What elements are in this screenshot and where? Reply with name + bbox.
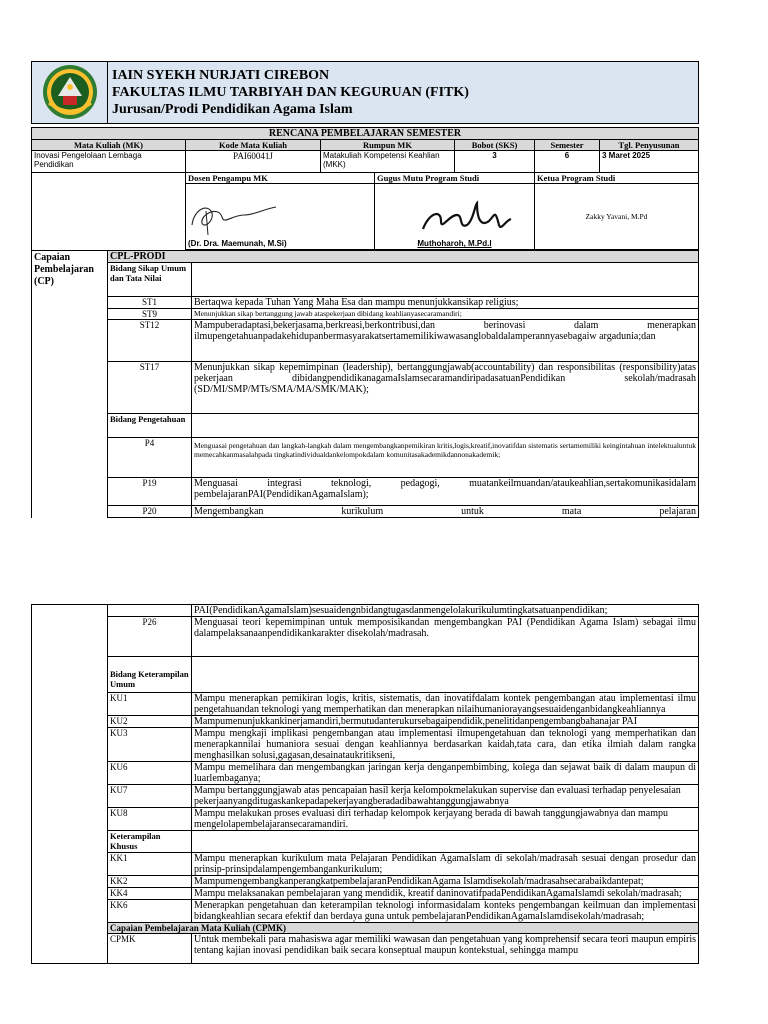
pengetahuan-code: P4: [108, 438, 192, 478]
sikap-text: Bertaqwa kepada Tuhan Yang Maha Esa dan mampu menunjukkansikap religius;: [192, 297, 699, 309]
page-1: [31, 61, 699, 518]
ku-code: KU6: [108, 762, 192, 785]
course-date: 3 Maret 2025: [600, 151, 699, 173]
cpl-prodi-label: CPL-PRODI: [108, 251, 699, 263]
faculty-name: FAKULTAS ILMU TARBIYAH DAN KEGURUAN (FITK): [112, 85, 469, 100]
course-code: PAI60041J: [186, 151, 321, 173]
label-bobot: Bobot (SKS): [455, 140, 535, 151]
ku-text: Mampu melakukan proses evaluasi diri terhadap kelompok kerjayang berada di bawah tanggungjawabnya dan mampu mengelolapembelajaransecaramandiri.: [192, 808, 699, 831]
label-gugus: Gugus Mutu Program Studi: [375, 173, 535, 184]
label-semester: Semester: [535, 140, 600, 151]
ku-text: Mampu mengkaji implikasi pengembangan atau implementasi ilmupengetahuan dan teknologi yang memperhatikan dan menerapkannilai humaniora sesuai dengan keahliannya berdasarkan kaidah,tata cara, dan etika ilmiah dalam rangka menghasilkan solusi,gagasan,desainataukritikseni,: [192, 728, 699, 762]
sikap-code: ST12: [108, 320, 192, 362]
iain-logo-icon: [41, 63, 99, 121]
label-rumpun: Rumpun MK: [321, 140, 455, 151]
dosen-name: (Dr. Dra. Maemunah, M.Si): [188, 239, 287, 248]
course-name: Inovasi Pengelolaan Lembaga Pendidikan: [32, 151, 186, 173]
sikap-text: Mampuberadaptasi,bekerjasama,berkreasi,berkontribusi,dan berinovasi dalam menerapkan ilmupengetahuanpadakehidupanbermasyarakatsertamemilikiwawasanglobaldalamperannyasebagaiw argadunia;dan: [192, 320, 699, 362]
page-2: [31, 604, 699, 964]
cpmk-label: Capaian Pembelajaran Mata Kuliah (CPMK): [108, 923, 699, 934]
kk-text: Mampu menerapkan kurikulum mata Pelajaran Pendidikan AgamaIslam di sekolah/madrasah sesuai dengan prosedur dan prinsip-prinsipdalampengembangankurikulum;: [192, 853, 699, 876]
header-table: [31, 61, 699, 124]
sikap-code: ST1: [108, 297, 192, 309]
rps-title: RENCANA PEMBELAJARAN SEMESTER: [32, 128, 699, 140]
kk-code: KK4: [108, 888, 192, 900]
sikap-text: Menunjukkan sikap bertanggung jawab ataspekerjaan dibidang keahlianyasecaramandiri;: [192, 309, 699, 320]
keterampilan-khusus-label: Keterampilan Khusus: [108, 831, 192, 853]
rps-table: [31, 127, 699, 250]
blank-cell: [32, 173, 186, 250]
pengetahuan-label: Bidang Pengetahuan: [108, 414, 192, 438]
course-rumpun: Matakuliah Kompetensi Keahlian (MKK): [321, 151, 455, 173]
ketua-name: Zakky Yavani, M.Pd: [585, 212, 648, 221]
course-semester: 6: [535, 151, 600, 173]
pengetahuan-text: Mengembangkan kurikulum untuk mata pelajaran: [192, 506, 699, 518]
ku-code: KU7: [108, 785, 192, 808]
ku-code: KU8: [108, 808, 192, 831]
kk-code: KK6: [108, 900, 192, 923]
ku-text: Mampu bertanggungjawab atas pencapaian hasil kerja kelompokmelakukan supervise dan evaluasi terhadap penyelesaian pekerjaanyangditugaskankepadapekerjayangberadadibawahtanggungjawabnya: [192, 785, 699, 808]
sikap-blank: [192, 263, 699, 297]
label-ketua: Ketua Program Studi: [535, 173, 699, 184]
signature-ketua: [535, 184, 699, 250]
label-kode: Kode Mata Kuliah: [186, 140, 321, 151]
kk-text: Menerapkan pengetahuan dan keterampilan teknologi informasidalam konteks pengembangan keilmuan dan implementasi bidangkeahlian secara efektif dan berdaya guna untuk pembelajaranPendidikanAgamaIslamdisekolah/madrasah;: [192, 900, 699, 923]
signature-dosen: [186, 184, 375, 250]
kk-blank: [192, 831, 699, 853]
sikap-label: Bidang Sikap Umum dan Tata Nilai: [108, 263, 192, 297]
pengetahuan-text: Menguasai teori kepemimpinan untuk memposisikandan mengembangkan PAI (Pendidikan Agama Islam) sebagai ilmu dalampelaksanaanpendidikankarakter disekolah/madrasah.: [192, 617, 699, 657]
p20-code-blank: [108, 605, 192, 617]
ku-text: Mampu menerapkan pemikiran logis, kritis, sistematis, dan inovatifdalam kontek pengembangan atau implementasi ilmu pengetahuandan teknologi yang memperhatikan dan menerapkan nilaihumaniorayangsesuaidenganbidangkeahliannya: [192, 693, 699, 716]
p20-text-continued: PAI(PendidikanAgamaIslam)sesuaidengnbidangtugasdanmengelolakurikulumtingkatsatuanpendidikan;: [192, 605, 699, 617]
cp-table-continued: [31, 604, 699, 964]
pengetahuan-text: Menguasai integrasi teknologi, pedagogi, muatankeilmuandan/ataukeahlian,sertakomunikasidalam pembelajaranPAI(PendidikanAgamaIslam);: [192, 478, 699, 506]
label-dosen: Dosen Pengampu MK: [186, 173, 375, 184]
cp-label-blank: [32, 605, 108, 964]
cpmk-code: CPMK: [108, 934, 192, 964]
pengetahuan-code: P20: [108, 506, 192, 518]
label-mata-kuliah: Mata Kuliah (MK): [32, 140, 186, 151]
kk-text: Mampu melaksanakan pembelajaran yang mendidik, kreatif daninovatifpadaPendidikanAgamaIslamdi sekolah/madrasah;: [192, 888, 699, 900]
pengetahuan-blank: [192, 414, 699, 438]
label-tgl: Tgl. Penyusunan: [600, 140, 699, 151]
signature-gugus: [375, 184, 535, 250]
ku-code: KU1: [108, 693, 192, 716]
sikap-text: Menunjukkan sikap kepemimpinan (leadership), bertanggungjawab(accountability) dan responsibilitas (responsibility)atas pekerjaan dibidangpendidikanagamaIslamsecaramandiripadasatuanPendidikan sekolah/madrasah (SD/MI/SMP/MTs/SMA/MA/SMK/MAK);: [192, 362, 699, 414]
program-name: Jurusan/Prodi Pendidikan Agama Islam: [112, 102, 353, 117]
ku-text: Mampu memelihara dan mengembangkan jaringan kerja denganpembimbing, kolega dan sejawat baik di dalam maupun di luarlembaganya;: [192, 762, 699, 785]
gugus-name: Muthoharoh, M.Pd.I: [417, 239, 492, 248]
kk-text: MampumengembangkanperangkatpembelajaranPendidikanAgama Islamdisekolah/madrasahsecarabaikdantepat;: [192, 876, 699, 888]
sikap-code: ST9: [108, 309, 192, 320]
institution-name: IAIN SYEKH NURJATI CIREBON: [112, 68, 330, 83]
cp-table: [31, 250, 699, 518]
sikap-code: ST17: [108, 362, 192, 414]
institution-logo: [32, 62, 108, 124]
pengetahuan-code: P19: [108, 478, 192, 506]
ku-blank: [192, 657, 699, 693]
cpmk-text: Untuk membekali para mahasiswa agar memiliki wawasan dan pengetahuan yang komprehensif secara teori maupun empiris tentang kajian inovasi pendidikan baik secara konseptual maupun kontekstual, sehingga mampu: [192, 934, 699, 964]
keterampilan-umum-label: Bidang Keterampilan Umum: [108, 657, 192, 693]
pengetahuan-text: Menguasai pengetahuan dan langkah-langkah dalam mengembangkanpemikiran kritis,logis,kreatif,inovatifdan sistematis sertamemiliki keingintahuan intelektualuntuk memecahkanmasalahpada tingkatindividualdankelompokdalam komunitasakademikdannonakademik;: [192, 438, 699, 478]
course-bobot: 3: [455, 151, 535, 173]
kk-code: KK2: [108, 876, 192, 888]
ku-text: Mampumenunjukkankinerjamandiri,bermutudanterukursebagaipendidik,penelitidanpengembangbahanajar PAI: [192, 716, 699, 728]
ku-code: KU2: [108, 716, 192, 728]
ku-code: KU3: [108, 728, 192, 762]
signature-dosen-icon: [188, 195, 288, 239]
institution-title: [108, 62, 699, 124]
pengetahuan-code: P26: [108, 617, 192, 657]
kk-code: KK1: [108, 853, 192, 876]
cp-label: Capaian Pembelajaran (CP): [32, 251, 108, 518]
